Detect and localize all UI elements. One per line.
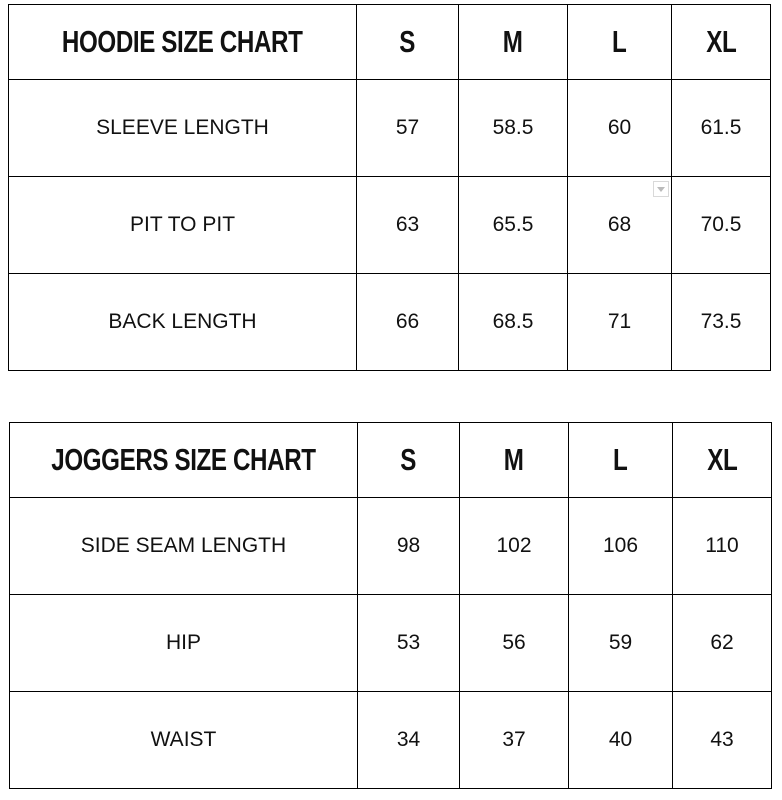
table-cell: 106 bbox=[569, 498, 673, 595]
joggers-size-chart-table bbox=[9, 422, 772, 789]
joggers-size-xl-header: XL bbox=[673, 423, 772, 498]
hoodie-header-row bbox=[9, 5, 771, 80]
table-cell: 65.5 bbox=[459, 177, 568, 274]
table-cell: 68.5 bbox=[459, 274, 568, 371]
joggers-size-s-header: S bbox=[358, 423, 460, 498]
table-cell: 43 bbox=[673, 692, 772, 789]
table-cell: 40 bbox=[569, 692, 673, 789]
hoodie-chart-title: HOODIE SIZE CHART bbox=[9, 5, 357, 80]
hoodie-size-l-header: L bbox=[568, 5, 672, 80]
table-cell: 53 bbox=[358, 595, 460, 692]
joggers-size-l-header: L bbox=[569, 423, 673, 498]
row-label: SLEEVE LENGTH bbox=[9, 80, 357, 177]
table-row bbox=[9, 177, 771, 274]
joggers-header-row bbox=[10, 423, 772, 498]
table-cell-with-dropdown bbox=[568, 177, 672, 274]
hoodie-size-s-header: S bbox=[357, 5, 459, 80]
table-cell: 34 bbox=[358, 692, 460, 789]
table-cell: 110 bbox=[673, 498, 772, 595]
table-cell: 60 bbox=[568, 80, 672, 177]
table-cell-value: 68 bbox=[607, 213, 632, 236]
table-cell: 71 bbox=[568, 274, 672, 371]
table-cell: 70.5 bbox=[672, 177, 771, 274]
table-cell: 61.5 bbox=[672, 80, 771, 177]
hoodie-size-xl-header: XL bbox=[672, 5, 771, 80]
chevron-down-icon[interactable] bbox=[653, 181, 669, 197]
table-cell: 59 bbox=[569, 595, 673, 692]
table-cell: 73.5 bbox=[672, 274, 771, 371]
row-label: HIP bbox=[10, 595, 358, 692]
table-cell: 102 bbox=[460, 498, 569, 595]
hoodie-size-chart-table bbox=[8, 4, 771, 371]
table-row bbox=[9, 274, 771, 371]
row-label: SIDE SEAM LENGTH bbox=[10, 498, 358, 595]
table-cell: 62 bbox=[673, 595, 772, 692]
row-label: WAIST bbox=[10, 692, 358, 789]
table-cell: 37 bbox=[460, 692, 569, 789]
table-cell: 57 bbox=[357, 80, 459, 177]
table-row bbox=[10, 595, 772, 692]
table-cell: 58.5 bbox=[459, 80, 568, 177]
joggers-chart-title: JOGGERS SIZE CHART bbox=[10, 423, 358, 498]
table-cell: 63 bbox=[357, 177, 459, 274]
table-cell: 56 bbox=[460, 595, 569, 692]
table-row bbox=[9, 80, 771, 177]
table-row bbox=[10, 692, 772, 789]
table-cell: 66 bbox=[357, 274, 459, 371]
row-label: BACK LENGTH bbox=[9, 274, 357, 371]
row-label: PIT TO PIT bbox=[9, 177, 357, 274]
table-cell: 98 bbox=[358, 498, 460, 595]
hoodie-size-m-header: M bbox=[459, 5, 568, 80]
table-row bbox=[10, 498, 772, 595]
joggers-size-m-header: M bbox=[460, 423, 569, 498]
